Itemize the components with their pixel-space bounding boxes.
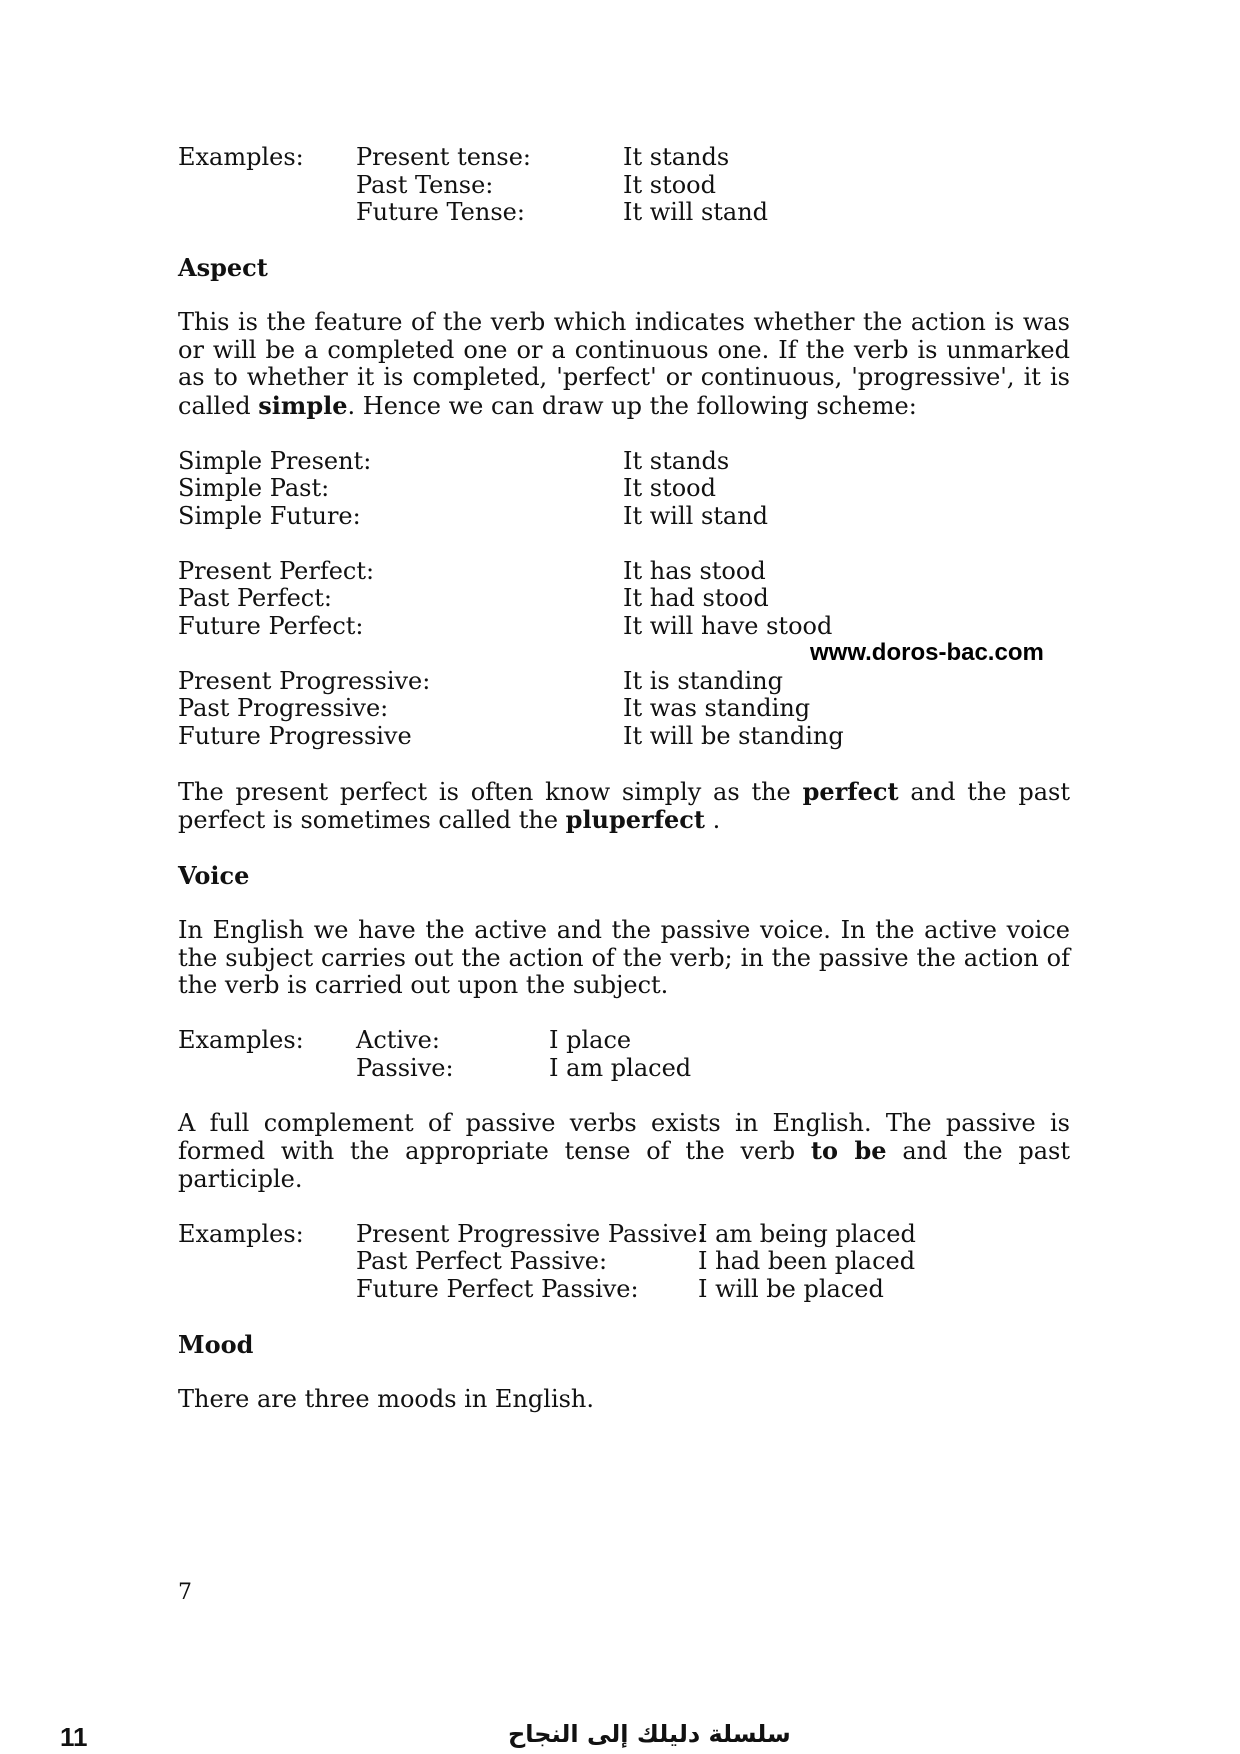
passive-paragraph: A full complement of passive verbs exists in English. The passive is formed with the appropriate tense of the verb to be and the past participle. (178, 1108, 1071, 1193)
table-row: Examples: Present Progressive Passive: I am being placed (178, 1219, 916, 1248)
table-row: Simple Past: It stood (178, 474, 716, 502)
mood-heading: Mood (178, 1329, 254, 1359)
examples-label: Examples: (178, 143, 304, 171)
table-row: Future Progressive It will be standing (178, 721, 844, 750)
page-number: 7 (178, 1580, 192, 1605)
table-row: Past Perfect: It had stood (178, 584, 769, 612)
table-row: Past Progressive: It was standing (178, 694, 811, 722)
tense-example: It will stand (623, 198, 769, 226)
aspect-paragraph: This is the feature of the verb which indicates whether the action is was or will be a completed one or a continuous one. If the verb is unmarked as to whether it is completed, 'perfect' or continuous, 'progressive', it is called simple. Hence we can draw up the following scheme: (178, 308, 1070, 420)
table-row (178, 199, 1070, 227)
tense-name: Future Tense: (356, 198, 525, 226)
table-row: Present Perfect: It has stood (178, 556, 766, 585)
perfect-note: The present perfect is often know simply as the perfect and the past perfect is sometimes called the pluperfect . (178, 776, 1071, 834)
mood-paragraph: There are three moods in English. (178, 1384, 595, 1413)
passive-examples (178, 1221, 1070, 1304)
page-content (178, 144, 1070, 1413)
footer-page-number: 11 (60, 1722, 88, 1752)
progressive-scheme (178, 668, 1070, 751)
table-row: Future Perfect Passive: I will be placed (356, 1274, 884, 1303)
tense-name: Present tense: (356, 143, 531, 171)
simple-term: simple (258, 390, 348, 420)
voice-paragraph: In English we have the active and the passive voice. In the active voice the subject carries out the action of the verb; in the passive the action of the verb is carried out upon the subject. (178, 916, 1070, 999)
table-row: Future Perfect: It will have stood (178, 611, 833, 640)
table-row: Simple Future: It will stand (178, 501, 769, 530)
table-row: Simple Present: It stands (178, 446, 730, 475)
table-row (178, 144, 1070, 172)
watermark-url: www.doros-bac.com (810, 639, 1044, 666)
table-row: Present Progressive: It is standing (178, 666, 783, 695)
aspect-heading: Aspect (178, 253, 268, 282)
footer-series-title: سلسلة دليلك إلى النجاح (508, 1720, 791, 1748)
voice-heading: Voice (178, 861, 250, 890)
tense-example: It stood (623, 170, 716, 199)
tense-name: Past Tense: (356, 170, 494, 199)
tense-example: It stands (623, 143, 730, 171)
voice-examples (178, 1027, 1070, 1082)
table-row: Examples: Active: I place (178, 1026, 632, 1054)
simple-scheme (178, 448, 1070, 531)
perfect-scheme (178, 558, 1070, 641)
table-row (178, 172, 1070, 200)
tense-examples (178, 144, 1070, 227)
table-row: Passive: I am placed (356, 1053, 692, 1082)
table-row: Past Perfect Passive: I had been placed (356, 1247, 916, 1275)
